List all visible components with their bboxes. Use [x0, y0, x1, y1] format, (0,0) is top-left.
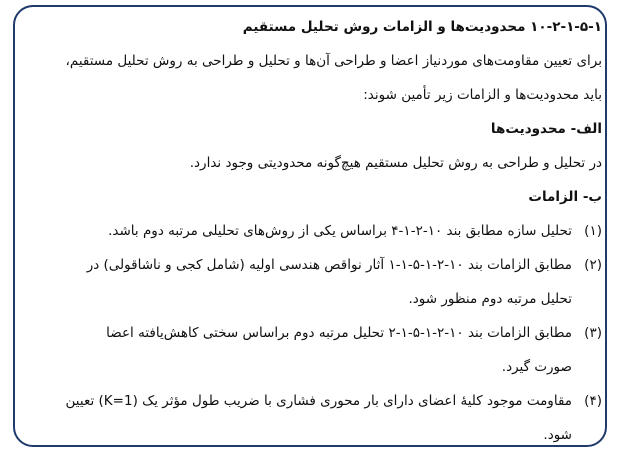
item-line: مقاومت موجود کلیهٔ اعضای دارای بار محوری فشاری با ضریب طول مؤثر یک (K=1) تعیین [65, 393, 572, 409]
intro-line-1: برای تعیین مقاومت‌های موردنیاز اعضا و طراحی آن‌ها و تحلیل و طراحی به روش تحلیل مستقیم، [65, 53, 602, 69]
section-a-title: الف- محدودیت‌ها [490, 121, 602, 137]
section-heading: ۱۰-۲-۱-۵-۱ محدودیت‌ها و الزامات روش تحلیل مستقیم [242, 19, 602, 35]
item-text [26, 248, 572, 316]
item-line: مطابق الزامات بند ۱۰-۲-۱-۵-۱-۱ آثار نواقص هندسی اولیه (شامل کجی و ناشاقولی) در [86, 257, 572, 273]
requirement-item-4 [26, 384, 602, 452]
requirement-item-3 [26, 316, 602, 384]
item-number: (۴) [584, 393, 602, 409]
item-line: تحلیل مرتبه دوم منظور شود. [408, 291, 572, 307]
item-text [26, 214, 572, 248]
item-line: تحلیل سازه مطابق بند ۱۰-۲-۱-۴ براساس یکی از روش‌های تحلیلی مرتبه دوم باشد. [108, 223, 572, 239]
item-number: (۳) [584, 325, 602, 341]
item-number: (۱) [584, 223, 602, 239]
item-number: (۲) [584, 257, 602, 273]
section-b-title: ب- الزامات [528, 189, 602, 205]
document-body [26, 10, 602, 452]
item-line: صورت گیرد. [501, 359, 572, 375]
requirement-item-2 [26, 248, 602, 316]
requirement-item-1 [26, 214, 602, 248]
section-a-text: در تحلیل و طراحی به روش تحلیل مستقیم هیچ‌گونه محدودیتی وجود ندارد. [189, 155, 602, 171]
item-line: شود. [543, 427, 572, 443]
intro-line-2: باید محدودیت‌ها و الزامات زیر تأمین شوند: [363, 87, 602, 103]
item-line: مطابق الزامات بند ۱۰-۲-۱-۵-۱-۲ تحلیل مرتبه دوم براساس سختی کاهش‌یافته اعضا [106, 325, 572, 341]
item-text [26, 316, 572, 384]
item-text [26, 384, 572, 452]
